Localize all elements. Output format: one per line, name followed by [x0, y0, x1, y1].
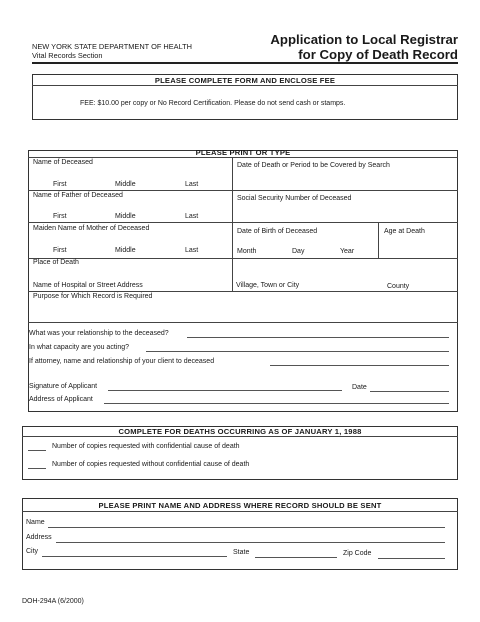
mother-middle-label: Middle [115, 247, 136, 254]
row-2-divider [28, 222, 458, 223]
county-label: County [387, 283, 410, 290]
deceased-last-label: Last [185, 181, 199, 188]
form-title [270, 32, 458, 62]
section-name: Vital Records Section [32, 51, 103, 60]
address-field[interactable] [104, 403, 449, 404]
row-3-divider [28, 258, 458, 259]
father-first-label: First [53, 213, 67, 220]
father-name-label: Name of Father of Deceased [33, 192, 123, 199]
attorney-label: If attorney, name and relationship of your client to deceased [29, 358, 215, 365]
agency-name: NEW YORK STATE DEPARTMENT OF HEALTH [32, 42, 193, 51]
village-label: Village, Town or City [236, 282, 300, 289]
year-label: Year [340, 248, 355, 255]
copies-without-cause-label: Number of copies requested without confidential cause of death [52, 461, 250, 468]
deceased-first-label: First [53, 181, 67, 188]
mail-address-label: Address [26, 534, 52, 541]
copies-with-cause-field[interactable] [28, 450, 46, 451]
mail-zip-label: Zip Code [343, 550, 372, 557]
form-id: DOH-294A (6/2000) [22, 598, 84, 605]
print-box-divider [28, 157, 458, 158]
mail-city-field[interactable] [42, 556, 227, 557]
row-4-divider [28, 291, 458, 292]
mail-box-heading: PLEASE PRINT NAME AND ADDRESS WHERE RECORD SHOULD BE SENT [98, 501, 382, 510]
print-box-heading: PLEASE PRINT OR TYPE [195, 148, 291, 157]
attorney-field[interactable] [270, 365, 449, 366]
copies-with-cause-label: Number of copies requested with confidential cause of death [52, 443, 240, 450]
copies-box-divider [22, 436, 458, 437]
agency-block [32, 42, 192, 60]
hospital-label: Name of Hospital or Street Address [33, 282, 143, 289]
age-at-death-label: Age at Death [384, 228, 425, 235]
mother-name-label: Maiden Name of Mother of Deceased [33, 225, 150, 232]
mother-last-label: Last [185, 247, 199, 254]
row-1-divider [28, 190, 458, 191]
address-label: Address of Applicant [29, 396, 93, 403]
copies-without-cause-field[interactable] [28, 468, 46, 469]
mail-name-field[interactable] [48, 527, 445, 528]
mother-first-label: First [53, 247, 67, 254]
fee-box-divider [32, 85, 458, 86]
deceased-middle-label: Middle [115, 181, 136, 188]
column-divider [232, 157, 233, 292]
copies-box-heading: COMPLETE FOR DEATHS OCCURRING AS OF JANUARY 1, 1988 [118, 427, 362, 436]
fee-box-heading: PLEASE COMPLETE FORM AND ENCLOSE FEE [154, 76, 336, 85]
row-5-divider [28, 322, 458, 323]
date-of-birth-label: Date of Birth of Deceased [237, 228, 318, 235]
header-rule [32, 62, 458, 64]
capacity-label: In what capacity are you acting? [29, 344, 130, 351]
title-line-2: for Copy of Death Record [298, 47, 458, 62]
date-of-death-label: Date of Death or Period to be Covered by Search [237, 162, 390, 169]
mail-name-label: Name [26, 519, 45, 526]
relationship-field[interactable] [187, 337, 449, 338]
signature-field[interactable] [108, 390, 342, 391]
signature-label: Signature of Applicant [29, 383, 98, 390]
day-label: Day [292, 248, 305, 255]
mail-address-field[interactable] [56, 542, 445, 543]
ssn-label: Social Security Number of Deceased [237, 195, 352, 202]
month-label: Month [237, 248, 257, 255]
capacity-field[interactable] [146, 351, 449, 352]
mail-state-label: State [233, 549, 250, 556]
mail-city-label: City [26, 548, 39, 555]
father-middle-label: Middle [115, 213, 136, 220]
mail-box-divider [22, 511, 458, 512]
mail-state-field[interactable] [255, 557, 337, 558]
title-line-1: Application to Local Registrar [270, 32, 458, 47]
age-divider [378, 222, 379, 258]
date-label: Date [352, 384, 367, 391]
fee-text: FEE: $10.00 per copy or No Record Certification. Please do not send cash or stamps. [80, 100, 346, 107]
name-of-deceased-label: Name of Deceased [33, 159, 93, 166]
purpose-label: Purpose for Which Record is Required [33, 293, 153, 300]
date-field[interactable] [370, 391, 449, 392]
place-of-death-label: Place of Death [33, 259, 79, 266]
mail-zip-field[interactable] [378, 558, 445, 559]
father-last-label: Last [185, 213, 199, 220]
relationship-label: What was your relationship to the deceased? [29, 330, 169, 337]
